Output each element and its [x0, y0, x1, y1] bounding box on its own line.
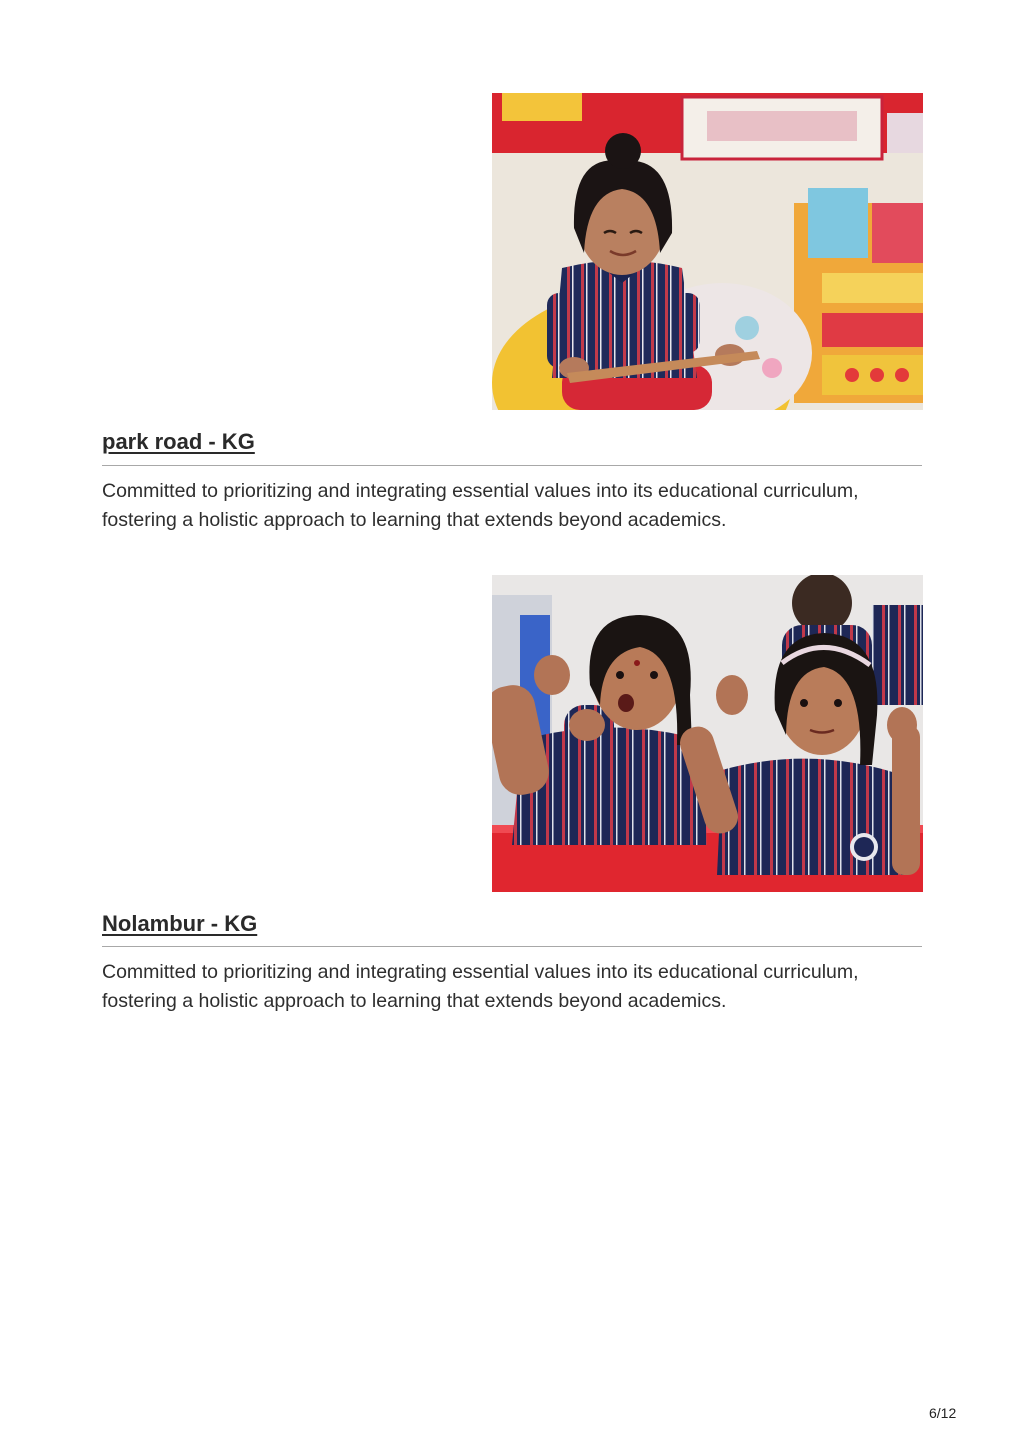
section-divider: [102, 946, 922, 947]
section-description: Committed to prioritizing and integrating essential values into its educational curriculum, fostering a holistic approach to learning that extends beyond academics.: [102, 961, 859, 1012]
photo-girls-classroom: [492, 575, 923, 892]
section-divider: [102, 465, 922, 466]
photo-child-reading: [492, 93, 923, 410]
photo-girls-classroom-illustration: [492, 575, 923, 892]
section-description: Committed to prioritizing and integrating essential values into its educational curriculum, fostering a holistic approach to learning that extends beyond academics.: [102, 480, 859, 531]
section-title-park-road-kg[interactable]: park road - KG: [102, 429, 255, 454]
page-number: 6/12: [929, 1405, 957, 1421]
photo-child-reading-illustration: [492, 93, 923, 410]
section-title-nolambur-kg[interactable]: Nolambur - KG: [102, 911, 258, 936]
